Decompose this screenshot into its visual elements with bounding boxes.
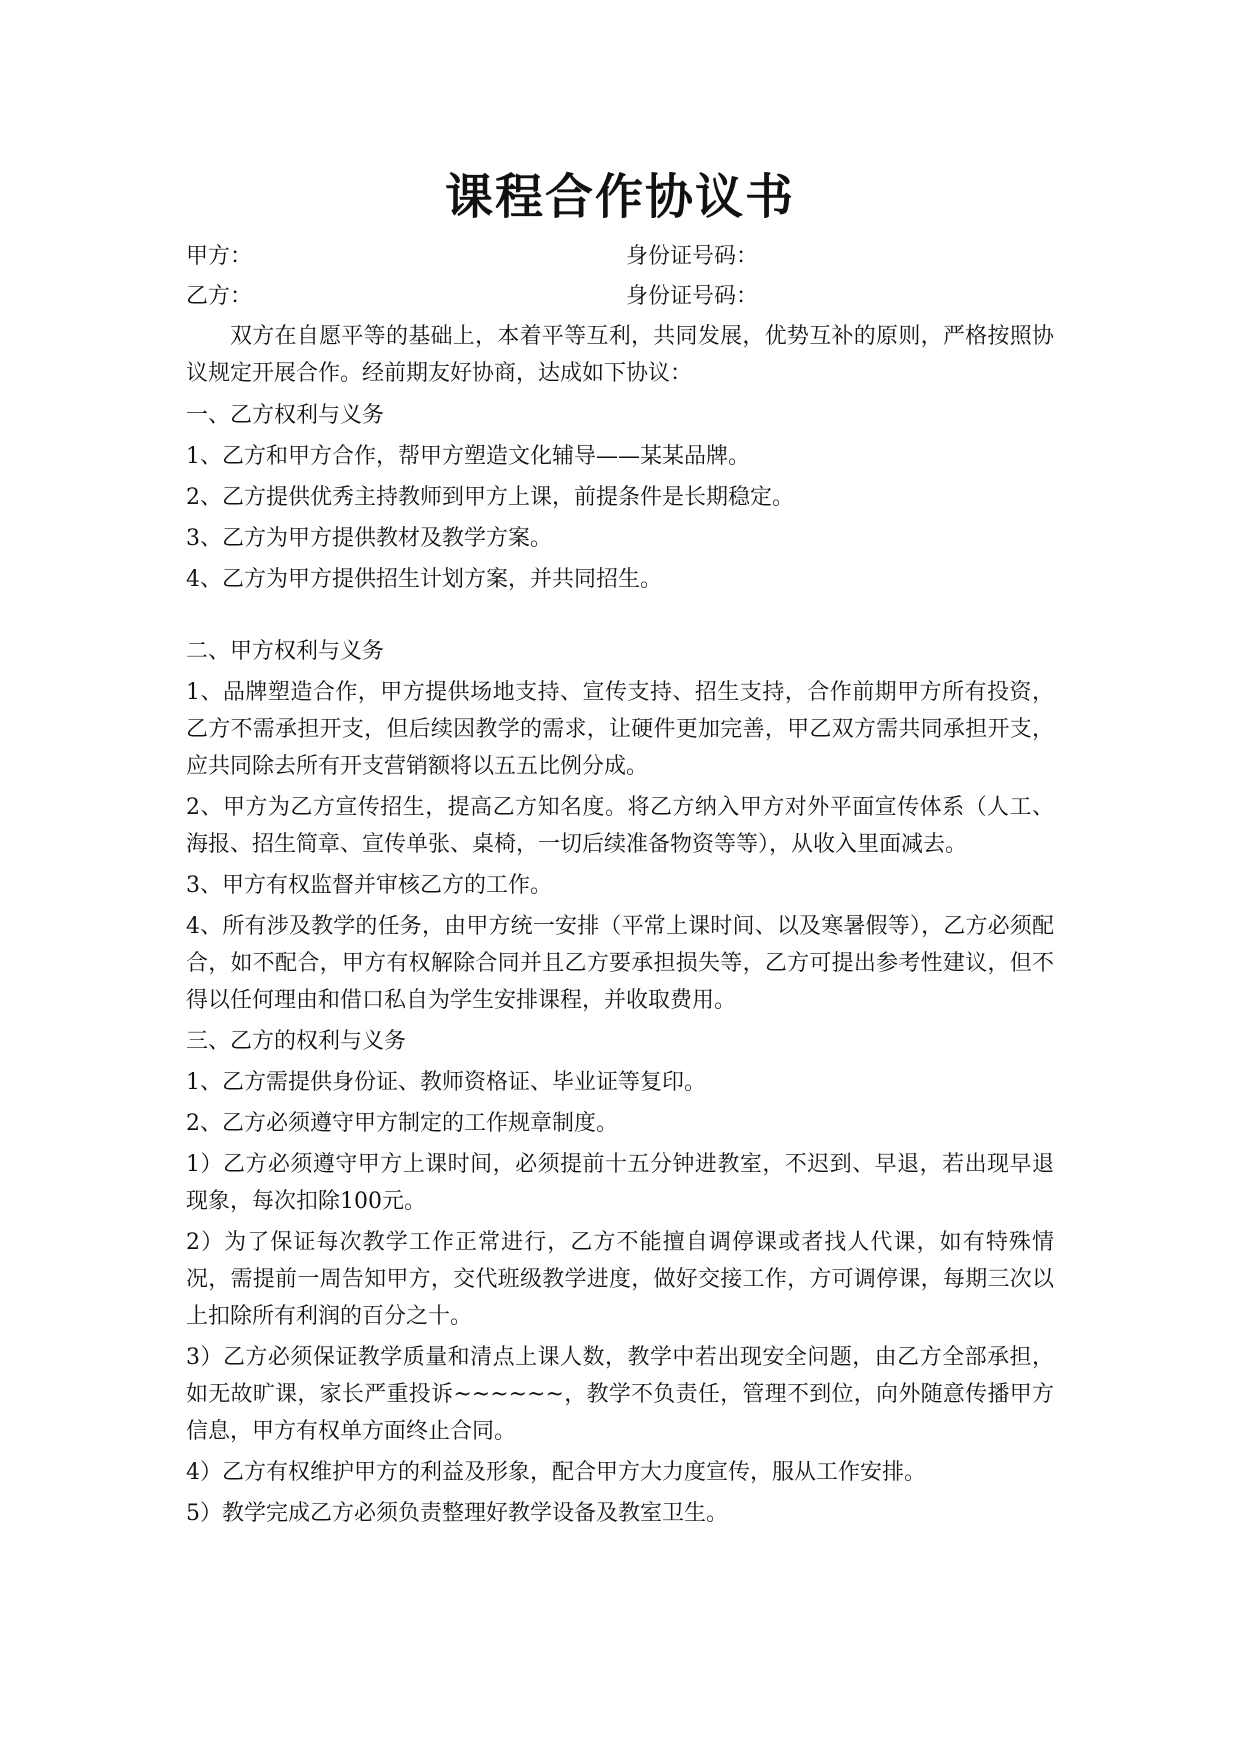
party-a-label: 甲方： (186, 244, 253, 269)
section-1-item: 2、乙方提供优秀主持教师到甲方上课，前提条件是长期稳定。 (186, 485, 794, 510)
section-3-item: 2、乙方必须遵守甲方制定的工作规章制度。 (186, 1111, 618, 1136)
section-2-item: 1、品牌塑造合作，甲方提供场地支持、宣传支持、招生支持，合作前期甲方所有投资，乙方不需承担开支，但后续因教学的需求，让硬件更加完善，甲乙双方需共同承担开支，应共同除去所有开支营销额将以五五比例分成。 (186, 680, 1054, 779)
party-b-row (186, 278, 1054, 315)
section-spacer (186, 602, 1054, 633)
section-2-item: 4、所有涉及教学的任务，由甲方统一安排（平常上课时间、以及寒暑假等），乙方必须配合，如不配合，甲方有权解除合同并且乙方要承担损失等，乙方可提出参考性建议，但不得以任何理由和借口私自为学生安排课程，并收取费用。 (186, 914, 1054, 1013)
party-b-id-label: 身份证号码： (626, 284, 759, 309)
party-a-id-label: 身份证号码： (626, 244, 759, 269)
section-1 (186, 397, 1054, 598)
section-1-item: 4、乙方为甲方提供招生计划方案，并共同招生。 (186, 567, 662, 592)
section-3-heading: 三、乙方的权利与义务 (186, 1029, 407, 1054)
section-3-subitem: 5）教学完成乙方必须负责整理好教学设备及教室卫生。 (186, 1501, 728, 1526)
section-3 (186, 1023, 1054, 1532)
document-title: 课程合作协议书 (444, 169, 795, 225)
section-3-item: 1、乙方需提供身份证、教师资格证、毕业证等复印。 (186, 1070, 706, 1095)
section-2 (186, 633, 1054, 1019)
section-1-item: 1、乙方和甲方合作，帮甲方塑造文化辅导——某某品牌。 (186, 444, 750, 469)
section-3-subitem: 2）为了保证每次教学工作正常进行，乙方不能擅自调停课或者找人代课，如有特殊情况，需提前一周告知甲方，交代班级教学进度，做好交接工作，方可调停课，每期三次以上扣除所有利润的百分之十。 (186, 1230, 1054, 1329)
section-1-item: 3、乙方为甲方提供教材及教学方案。 (186, 526, 552, 551)
section-1-heading: 一、乙方权利与义务 (186, 403, 385, 428)
intro-paragraph: 双方在自愿平等的基础上，本着平等互利，共同发展，优势互补的原则，严格按照协议规定开展合作。经前期友好协商，达成如下协议： (186, 324, 1054, 386)
section-3-subitem: 1）乙方必须遵守甲方上课时间，必须提前十五分钟进教室，不迟到、早退，若出现早退现象，每次扣除100元。 (186, 1152, 1054, 1214)
section-3-subitem: 4）乙方有权维护甲方的利益及形象，配合甲方大力度宣传，服从工作安排。 (186, 1460, 926, 1485)
party-b-label: 乙方： (186, 284, 253, 309)
section-2-item: 2、甲方为乙方宣传招生，提高乙方知名度。将乙方纳入甲方对外平面宣传体系（人工、海报、招生简章、宣传单张、桌椅，一切后续准备物资等等），从收入里面减去。 (186, 795, 1054, 857)
section-2-heading: 二、甲方权利与义务 (186, 639, 385, 664)
section-3-subitem: 3）乙方必须保证教学质量和清点上课人数，教学中若出现安全问题，由乙方全部承担，如无故旷课，家长严重投诉~~~~~~，教学不负责任，管理不到位，向外随意传播甲方信息，甲方有权单方面终止合同。 (186, 1345, 1054, 1444)
section-2-item: 3、甲方有权监督并审核乙方的工作。 (186, 873, 552, 898)
party-a-row (186, 238, 1054, 275)
